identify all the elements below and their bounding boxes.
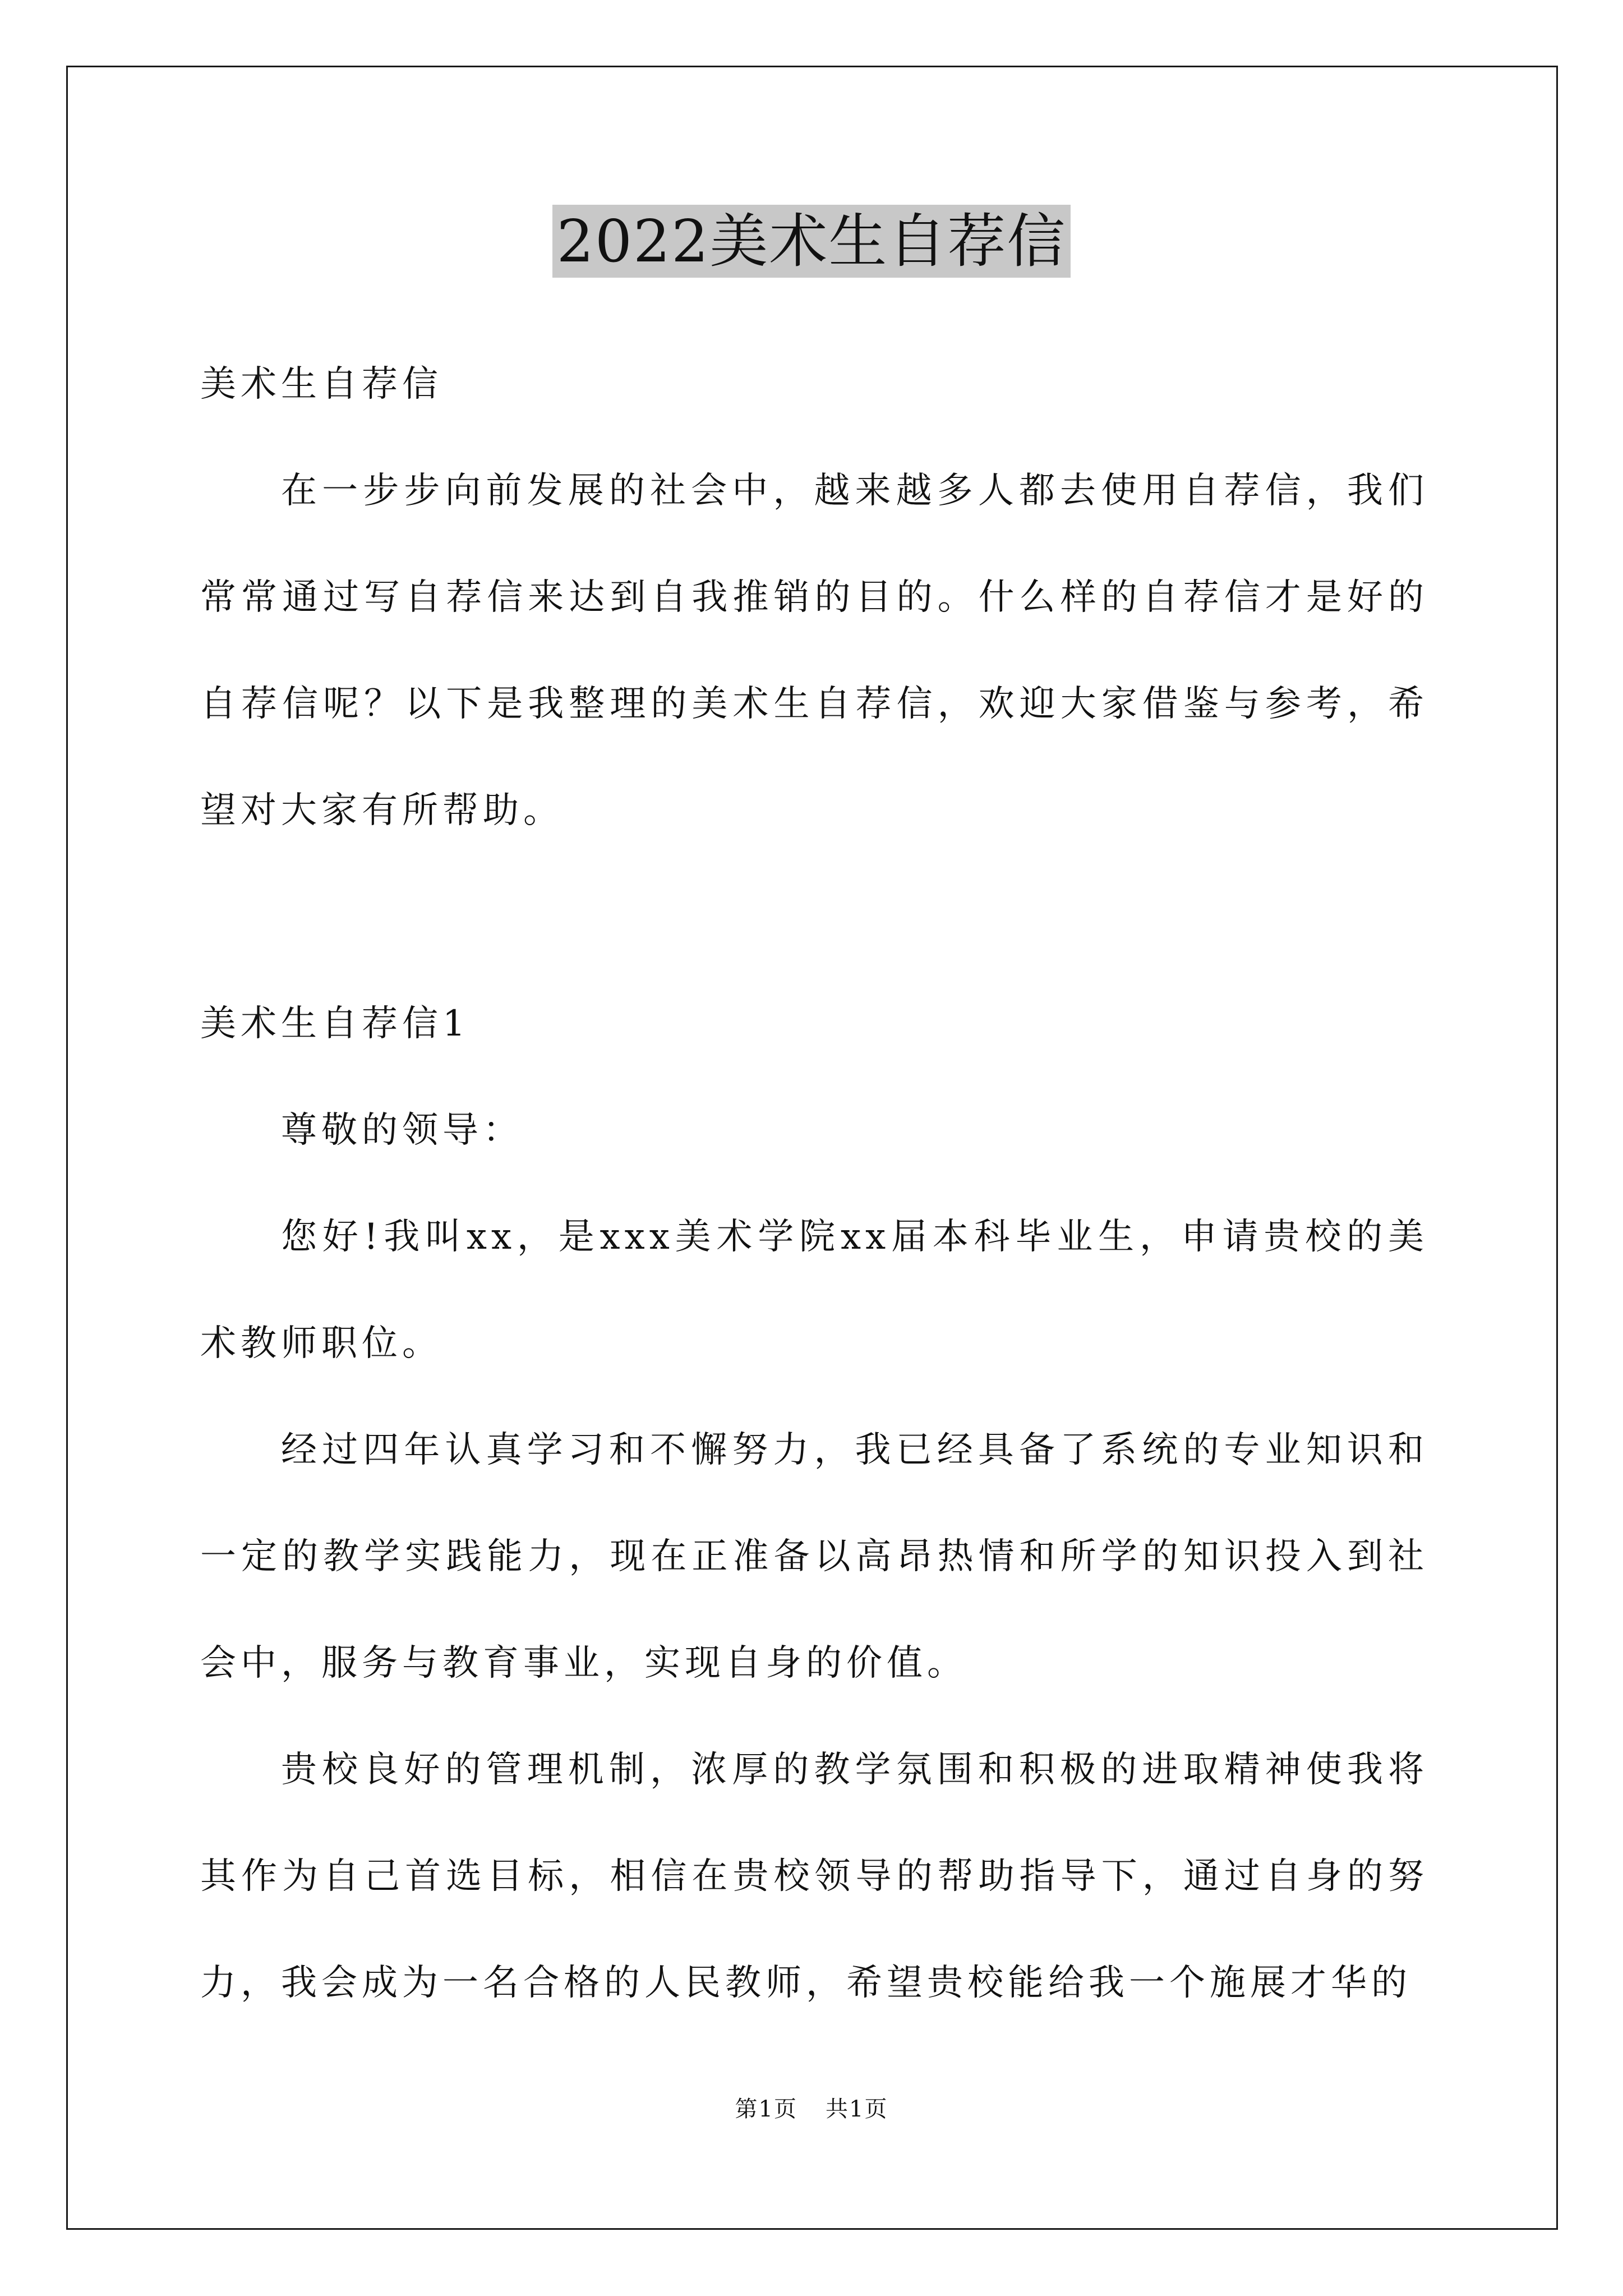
letter-heading: 美术生自荐信1 [200,1003,470,1045]
page-footer [0,2092,1623,2126]
salutation: 尊敬的领导： [281,1110,523,1151]
body-paragraph: 经过四年认真学习和不懈努力，我已经具备了系统的专业知识和一定的教学实践能力，现在正准备以高昂热情和所学的知识投入到社会中，服务与教育事业，实现自身的价值。 [200,1429,1428,1684]
title-container [0,205,1623,278]
section-heading: 美术生自荐信 [200,364,442,405]
document-title: 2022美术生自荐信 [552,205,1071,278]
page-total: 共1页 [826,2096,888,2122]
body-paragraph: 贵校良好的管理机制，浓厚的教学氛围和积极的进取精神使我将其作为自己首选目标，相信在贵校领导的帮助指导下，通过自身的努力，我会成为一名合格的人民教师，希望贵校能给我一个施展才华的 [200,1749,1428,2004]
body-paragraph: 您好!我叫xx，是xxx美术学院xx届本科毕业生，申请贵校的美术教师职位。 [200,1216,1428,1364]
intro-paragraph: 在一步步向前发展的社会中，越来越多人都去使用自荐信，我们常常通过写自荐信来达到自我推销的目的。什么样的自荐信才是好的自荐信呢？以下是我整理的美术生自荐信，欢迎大家借鉴与参考，希望对大家有所帮助。 [200,470,1428,831]
page-number: 第1页 [735,2096,797,2122]
document-body [200,331,1428,2036]
